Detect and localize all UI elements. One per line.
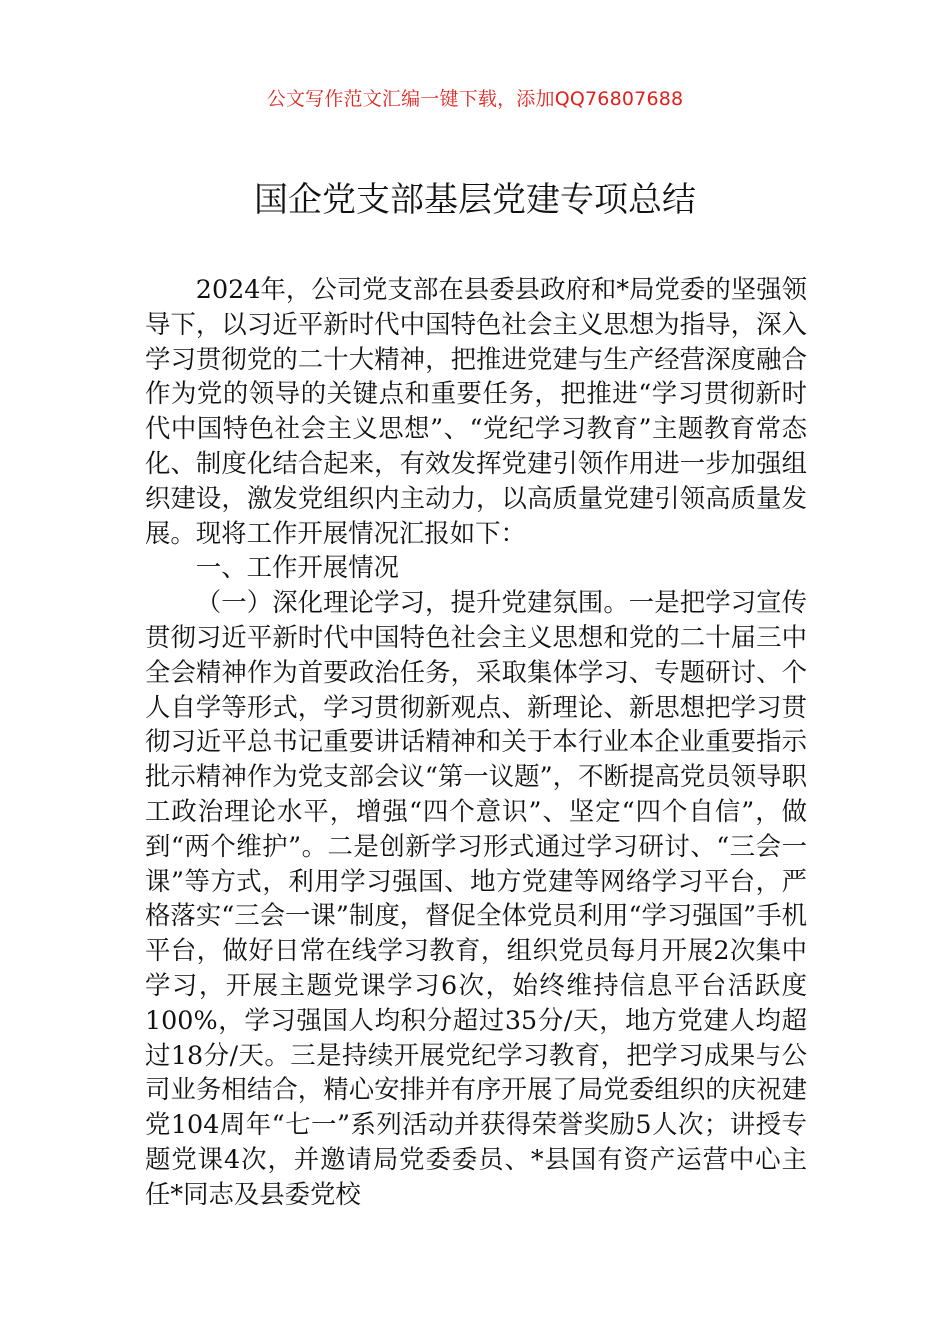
document-body (145, 272, 807, 1212)
section-heading: 一、工作开展情况 (195, 552, 399, 583)
intro-paragraph: 2024年，公司党支部在县委县政府和*局党委的坚强领导下，以习近平新时代中国特色社会主义思想为指导，深入学习贯彻党的二十大精神，把推进党建与生产经营深度融合作为党的领导的关键点和重要任务，把推进“学习贯彻新时代中国特色社会主义思想”、“党纪学习教育”主题教育常态化、制度化结合起来，有效发挥党建引领作用进一步加强组织建设，激发党组织内主动力，以高质量党建引领高质量发展。现将工作开展情况汇报如下： (145, 274, 807, 548)
promo-banner: 公文写作范文汇编一键下载，添加QQ76807688 (266, 88, 684, 110)
document-title: 国企党支部基层党建专项总结 (254, 180, 696, 220)
section-paragraph: （一）深化理论学习，提升党建氛围。一是把学习宣传贯彻习近平新时代中国特色社会主义思想和党的二十届三中全会精神作为首要政治任务，采取集体学习、专题研讨、个人自学等形式，学习贯彻新观点、新理论、新思想把学习贯彻习近平总书记重要讲话精神和关于本行业本企业重要指示批示精神作为党支部会议“第一议题”，不断提高党员领导职工政治理论水平，增强“四个意识”、坚定“四个自信”，做到“两个维护”。二是创新学习形式通过学习研讨、“三会一课”等方式，利用学习强国、地方党建等网络学习平台，严格落实“三会一课”制度，督促全体党员利用“学习强国”手机平台，做好日常在线学习教育，组织党员每月开展2次集中学习，开展主题党课学习6次，始终维持信息平台活跃度100%，学习强国人均积分超过35分/天，地方党建人均超过18分/天。三是持续开展党纪学习教育，把学习成果与公司业务相结合，精心安排并有序开展了局党委组织的庆祝建党104周年“七一”系列活动并获得荣誉奖励5人次；讲授专题党课4次，并邀请局党委委员、*县国有资产运营中心主任*同志及县委党校 (145, 587, 807, 1209)
